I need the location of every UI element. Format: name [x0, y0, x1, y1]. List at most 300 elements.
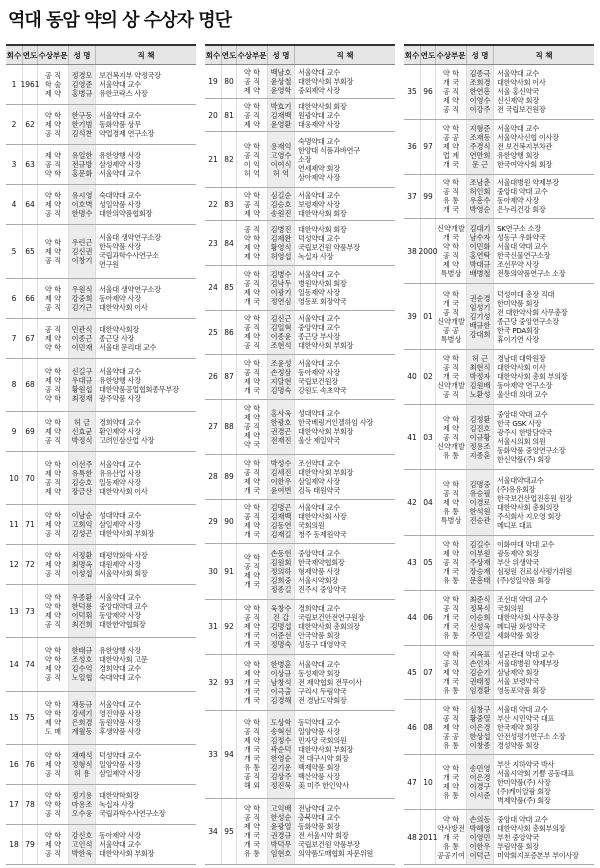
table-row	[205, 500, 395, 545]
name-cell-line: 우린근	[71, 237, 93, 247]
category-cell-line: 약 학	[442, 289, 460, 299]
table-header	[404, 46, 594, 65]
name-cell-line: 정의하	[270, 566, 292, 576]
category-cell-line: 공 직	[442, 659, 460, 669]
name-cell-line: 심창구	[469, 704, 491, 714]
name-cell-line: 조현석	[270, 341, 292, 351]
position-cell	[96, 359, 196, 411]
position-cell-line: 대한약사회 회장	[298, 225, 347, 235]
position-cell-line: 대한의약품협회장	[99, 209, 153, 219]
position-cell-line: 동아제약 사장	[99, 830, 141, 840]
category-cell-line: 약 학	[243, 358, 261, 368]
name-cell-line: 김기근	[71, 302, 93, 312]
position-cell-line: 병원약사회 회장	[298, 278, 347, 288]
category-cell-line: 약 학	[243, 659, 261, 669]
header-cell: 수상부문	[38, 46, 69, 64]
category-cell-line: 제 약	[243, 252, 261, 262]
position-cell	[494, 536, 594, 590]
position-cell-line: 동화약품 중앙연구소장	[497, 446, 566, 456]
position-cell-line: 조선무약 사장	[497, 260, 539, 270]
name-cell	[69, 319, 96, 358]
position-cell-line: 경희약대 교수	[298, 604, 340, 614]
table-row	[205, 355, 395, 400]
name-cell-line: 윤영학	[270, 85, 292, 95]
position-cell-line: 유한양행 회장	[497, 151, 539, 161]
year-cell: 66	[23, 279, 38, 318]
position-cell-line: 대한약사회 부회장	[99, 848, 155, 858]
category-cell	[436, 65, 467, 119]
position-cell	[96, 412, 196, 451]
category-cell-line: 신약개발	[437, 441, 465, 451]
category-cell-line: 공 직	[44, 160, 62, 170]
position-cell	[295, 188, 395, 221]
round-cell: 41	[404, 405, 421, 470]
position-cell-line: 대웅제약 사장	[298, 119, 340, 129]
name-cell-line: 지종훈	[469, 450, 491, 460]
name-cell-line: 김정수	[270, 736, 292, 746]
name-cell-line: 주상재	[469, 558, 491, 568]
position-cell-line: 서울대약대교수	[497, 475, 544, 485]
position-cell-line: 한국 PDA회장	[497, 325, 540, 335]
position-cell-line: 전 경남도약회장	[298, 695, 347, 705]
position-cell-line: 일동제약 사장	[99, 478, 141, 487]
position-cell-line: 숙대약대 교수	[99, 673, 141, 683]
name-cell	[268, 711, 295, 798]
name-cell-line: 홍문화	[71, 169, 93, 179]
category-cell-line: 제 약	[243, 243, 261, 253]
position-cell	[295, 600, 395, 654]
name-cell-line: 김명중	[469, 480, 491, 490]
position-cell-line: 서울약대 교수	[298, 269, 340, 279]
name-cell-line: 송민영	[469, 764, 491, 774]
name-cell-line: 정진묵	[270, 781, 292, 791]
year-cell: 68	[23, 359, 38, 411]
round-cell: 21	[205, 132, 222, 186]
position-cell	[295, 99, 395, 132]
category-cell-line: 공 직	[442, 307, 460, 317]
category-cell-line: 개 국	[442, 773, 460, 783]
name-cell-line: 우종환	[71, 593, 93, 603]
name-cell-line: 김희중	[270, 575, 292, 585]
name-cell-line: 김정환	[469, 414, 491, 424]
category-cell-line: 약 학	[44, 593, 62, 603]
name-cell-line: 전재진	[270, 435, 292, 445]
position-cell-line: 중외제약 사장	[298, 85, 340, 95]
category-cell-line: 공 직	[442, 187, 460, 197]
position-cell-line: 성대약대 교수	[99, 511, 141, 521]
category-cell-line: 약 학	[44, 551, 62, 561]
name-cell-line: 고익배	[270, 804, 292, 814]
name-cell-line: 김신근	[270, 314, 292, 324]
name-cell-line: 이창기	[71, 255, 93, 265]
round-cell: 35	[404, 65, 421, 119]
position-cell-line: 동아제약 연구소장	[497, 381, 553, 391]
name-cell-line: 이선주	[71, 460, 93, 469]
year-cell: 70	[23, 452, 38, 504]
name-cell-line: 허영섭	[270, 252, 292, 262]
position-cell-line: 서울대병원 약제부장	[497, 659, 559, 669]
position-cell-line: 경성약품 회장	[497, 740, 539, 750]
name-cell-line: 남수자	[469, 233, 491, 243]
name-cell-line: 허인회	[469, 187, 491, 197]
category-cell-line: 공 직	[44, 673, 62, 683]
category-cell-line: 개 국	[243, 485, 261, 495]
position-cell-line: 대한약사회장	[99, 324, 139, 334]
round-cell: 4	[6, 185, 23, 224]
name-cell	[467, 120, 494, 174]
name-cell-line: 마용조	[71, 799, 93, 809]
category-cell-line: 개 국	[442, 832, 460, 842]
position-cell-line: 한미약품(주) 사장	[497, 777, 551, 787]
table-column-3	[404, 44, 594, 866]
position-cell-line: 서울시의회 의원	[497, 437, 546, 447]
position-cell-line: 한국보건산업진흥원 원장	[497, 493, 573, 503]
name-cell-line: 한태규	[71, 646, 93, 656]
name-cell-line: 임현호	[270, 849, 292, 859]
position-cell	[494, 350, 594, 404]
name-cell-line: 정연심	[270, 296, 292, 306]
table-row	[404, 646, 594, 701]
category-cell-line: 공 직	[243, 562, 261, 572]
category-cell	[38, 359, 69, 411]
position-cell	[295, 65, 395, 98]
category-cell-line: 개 국	[243, 686, 261, 696]
category-cell-line: 공 직	[442, 432, 460, 442]
position-cell-line: 전 보건복지부차관	[497, 142, 553, 152]
category-cell-line: 약 학	[442, 595, 460, 605]
category-cell-line: 제 약	[44, 487, 62, 496]
position-cell	[494, 405, 594, 470]
position-cell-line: 부산 지하약국 박사	[497, 759, 555, 769]
category-cell-line: 제 약	[243, 413, 261, 423]
position-cell-line: 서울약대 교수	[497, 69, 539, 79]
position-cell	[295, 221, 395, 265]
name-cell	[69, 585, 96, 637]
name-cell-line: 윤여번	[270, 485, 292, 495]
category-cell-line: 개 국	[243, 677, 261, 687]
category-cell-line: 제 약	[243, 476, 261, 486]
position-cell-line: 세화약품 회장	[497, 631, 539, 641]
category-cell-line: 제 약	[44, 560, 62, 570]
name-cell	[69, 105, 96, 144]
table-row	[6, 745, 196, 785]
name-cell	[268, 400, 295, 454]
position-cell-line: 서울약대 교수	[99, 593, 141, 603]
category-cell	[237, 355, 268, 399]
table-row	[205, 799, 395, 865]
position-cell-line: 삼일제약 사장	[99, 520, 141, 530]
category-cell-line: 공 직	[442, 604, 460, 614]
name-cell-line: 김원배	[469, 381, 491, 391]
category-cell-line: 약 학	[243, 604, 261, 614]
position-cell-line: 국립보건원장	[298, 376, 338, 386]
round-cell: 25	[205, 311, 222, 355]
position-cell-line: 전 대구시약 회장	[298, 754, 349, 764]
name-cell-line: 곽순덕	[270, 745, 292, 755]
name-cell-line: 허 금	[73, 417, 91, 427]
round-cell: 16	[6, 745, 23, 784]
category-cell	[38, 145, 69, 184]
category-cell-line: 약 학	[44, 460, 62, 469]
table-row	[6, 225, 196, 278]
year-cell: 03	[421, 405, 436, 470]
category-cell-line: 특별상	[440, 334, 462, 344]
position-cell-line: 대한약사회 총회 부의장	[497, 372, 568, 382]
category-cell-line: 제 약	[44, 246, 62, 256]
header-cell: 회수	[6, 46, 23, 64]
year-cell: 2000	[421, 219, 436, 284]
category-cell-line: 공 직	[44, 129, 62, 139]
position-cell-line: 삼성제약 사장	[99, 160, 141, 170]
year-cell: 71	[23, 505, 38, 544]
position-cell-line: 서울약대 교수	[99, 366, 141, 376]
name-cell-line: 정경모	[71, 71, 93, 81]
position-cell-line: 국회의원	[298, 521, 325, 531]
category-cell-line: 제 약	[442, 423, 460, 433]
position-cell-line: 유한양행 사장	[99, 646, 141, 656]
table-row	[6, 638, 196, 691]
position-cell-line: 성동구 대영약국	[298, 640, 347, 650]
position-cell-line: 의약품도매협회 자문위원	[298, 849, 374, 859]
position-cell-line: 경남대 대학원장	[497, 354, 546, 364]
name-cell	[268, 188, 295, 221]
name-cell	[268, 655, 295, 709]
table-row	[6, 319, 196, 359]
name-cell	[69, 638, 96, 690]
year-cell: 78	[23, 785, 38, 824]
category-cell-line: 제 약	[243, 571, 261, 581]
category-cell	[38, 638, 69, 690]
category-cell-line: 공 직	[44, 255, 62, 265]
name-cell	[69, 359, 96, 411]
position-cell-line: 대한약사회 고문	[99, 655, 148, 665]
position-cell-line: 한미약품 회장	[497, 298, 539, 308]
year-cell: 08	[421, 700, 436, 754]
name-cell-line: 강세기	[71, 708, 93, 718]
category-cell-line: 약 학	[243, 101, 261, 111]
category-cell-line: 공 직	[442, 363, 460, 373]
name-cell-line: 강중희	[71, 293, 93, 303]
year-cell: 65	[23, 225, 38, 277]
year-cell: 94	[222, 711, 237, 798]
year-cell: 85	[222, 266, 237, 310]
name-cell-line: 허 용	[73, 768, 91, 778]
position-cell	[494, 175, 594, 218]
position-cell-line: 울산 제일약국	[298, 435, 340, 445]
category-cell	[436, 470, 467, 535]
position-cell-line: 서울약사회 회장	[99, 569, 148, 579]
name-cell-line: 박정자	[469, 372, 491, 382]
year-cell: 72	[23, 545, 38, 584]
position-cell	[295, 799, 395, 864]
name-cell	[69, 185, 96, 224]
category-cell-line: 공 직	[442, 489, 460, 499]
category-cell	[38, 65, 69, 104]
name-cell	[467, 65, 494, 119]
category-cell-line: 공 공	[442, 325, 460, 335]
round-cell: 40	[404, 350, 421, 404]
round-cell: 22	[205, 188, 222, 221]
table-row	[404, 284, 594, 350]
position-cell	[96, 825, 196, 864]
position-cell-line: 주식회사 지오영 회장	[497, 511, 561, 521]
category-cell	[237, 266, 268, 310]
name-cell-line: 권경곤	[270, 426, 292, 436]
year-cell: 86	[222, 311, 237, 355]
year-cell: 92	[222, 600, 237, 654]
category-cell-line: 제 약	[44, 200, 62, 210]
category-cell-line: 약 학	[442, 650, 460, 660]
name-cell-line: 고인석	[71, 839, 93, 849]
category-cell-line: 유 통	[442, 507, 460, 517]
position-cell-line: 전남약대 교수	[298, 804, 340, 814]
position-cell-line: 한국여약사회 회장	[497, 160, 553, 170]
category-cell-line: 제 약	[243, 208, 261, 218]
position-cell	[96, 545, 196, 584]
category-cell-line: 개 국	[442, 205, 460, 215]
name-cell-line: 허 억	[272, 168, 290, 178]
name-cell-line: 용재익	[270, 141, 292, 151]
table-row	[404, 65, 594, 120]
category-cell-line: 제 약	[243, 287, 261, 297]
category-cell-line: 제 약	[442, 668, 460, 678]
category-cell	[237, 132, 268, 186]
name-cell-line: 한광호	[270, 417, 292, 427]
category-cell-line: 공 직	[442, 713, 460, 723]
round-cell: 31	[205, 600, 222, 654]
name-cell	[268, 266, 295, 310]
name-cell-line: 최정재	[71, 393, 93, 403]
category-cell-line: 개 국	[243, 840, 261, 850]
name-cell-line: 조윤성	[270, 358, 292, 368]
position-cell-line: 대한약사회 사장	[298, 512, 347, 522]
table-row	[205, 99, 395, 133]
table-row	[205, 455, 395, 500]
name-cell-line: 박한욱	[71, 848, 93, 858]
position-cell-line: 서울약대 교수	[298, 358, 340, 368]
name-cell-line: 이극출	[270, 686, 292, 696]
name-cell-line: 심길순	[270, 190, 292, 200]
position-cell	[96, 505, 196, 544]
position-cell-line: 종근당 사장	[99, 333, 135, 343]
name-cell-line: 김승호	[71, 478, 93, 487]
category-cell-line: 제 약	[44, 333, 62, 343]
round-cell: 5	[6, 225, 23, 277]
name-cell-line: 김상주	[270, 772, 292, 782]
name-cell-line: 신효균	[71, 426, 93, 436]
name-cell-line: 이덕근	[469, 850, 491, 860]
name-cell-line: 유시영	[71, 191, 93, 201]
category-cell-line: 약 학	[243, 804, 261, 814]
position-cell-line: 국회의원	[497, 604, 524, 614]
category-cell-line: 약 학	[243, 458, 261, 468]
position-cell-line: 원광약대 교수	[298, 110, 340, 120]
category-cell-line: 제 약	[44, 293, 62, 303]
category-cell-line: 제 약	[243, 668, 261, 678]
category-cell-line: 약 학	[44, 602, 62, 612]
category-cell-line: 약 학	[243, 314, 261, 324]
name-cell-line: 이창종	[469, 740, 491, 750]
category-cell-line: 약 학	[44, 284, 62, 294]
category-cell-line: 공 직	[243, 278, 261, 288]
table-header	[205, 46, 395, 65]
category-cell-line: 제 약	[243, 119, 261, 129]
year-cell: 62	[23, 105, 38, 144]
name-cell-line: 손정삼	[270, 367, 292, 377]
category-cell-line: 공 직	[243, 341, 261, 351]
category-cell-line: 약 학	[243, 67, 261, 77]
position-cell-line: 한국신물연구소장	[497, 251, 551, 261]
name-cell-line: 조성호	[71, 655, 93, 665]
round-cell: 47	[404, 755, 421, 809]
category-cell-line: 약 학	[442, 704, 460, 714]
header-cell: 성 명	[268, 46, 295, 64]
position-cell-line: 동화약품 회장	[298, 822, 340, 832]
table-row	[205, 544, 395, 599]
name-cell	[467, 470, 494, 535]
round-cell: 2	[6, 105, 23, 144]
position-cell-line: 서울약대 교수	[99, 839, 141, 849]
position-cell-line: 한국 GSK 사장	[497, 419, 542, 429]
position-cell-line: 국립과학수사연구소	[99, 251, 159, 261]
category-cell-line: 공 직	[44, 529, 62, 539]
name-cell	[467, 810, 494, 864]
position-cell-line: 중앙대 약대 교수	[497, 187, 548, 197]
year-cell: 81	[222, 99, 237, 132]
position-cell-line: 대한약사회 총회의장	[298, 622, 360, 632]
position-cell-line: 이화여대 약대 교수	[497, 540, 555, 550]
category-cell-line: 개 국	[243, 754, 261, 764]
position-cell	[96, 745, 196, 784]
category-cell	[237, 711, 268, 798]
category-cell-line: 약 학	[442, 814, 460, 824]
position-cell-line: 부산 위생약국	[497, 558, 539, 568]
name-cell	[268, 132, 295, 186]
year-cell: 80	[222, 65, 237, 98]
name-cell-line: 황원섭	[71, 384, 93, 394]
position-cell-line: 진주시 중앙약국	[298, 584, 347, 594]
name-cell-line: 김병진	[270, 225, 292, 235]
position-cell	[494, 700, 594, 754]
name-cell	[69, 692, 96, 744]
category-cell-line: 제 약	[44, 520, 62, 530]
name-cell-line: 홍연탁	[469, 251, 491, 261]
name-cell-line: 김길수	[469, 540, 491, 550]
name-cell-line: 채예석	[71, 750, 93, 760]
round-cell: 8	[6, 359, 23, 411]
category-cell-line: 공 직	[243, 225, 261, 235]
position-cell	[96, 319, 196, 358]
name-cell-line: 손동헌	[270, 548, 292, 558]
round-cell: 11	[6, 505, 23, 544]
category-cell-line: 특별상	[440, 269, 462, 279]
name-cell-line: 이강주	[469, 105, 491, 115]
category-cell-line: 유 통	[442, 196, 460, 206]
name-cell-line: 강신호	[71, 830, 93, 840]
category-cell-line: 약 학	[442, 69, 460, 79]
year-cell: 83	[222, 188, 237, 221]
category-cell-line: 개 국	[243, 745, 261, 755]
name-cell-line: 김기운	[270, 763, 292, 773]
name-cell-line: 이규황	[469, 432, 491, 442]
table-row	[404, 755, 594, 810]
name-cell-line: 김기성	[469, 312, 491, 322]
category-cell-line: 공 직	[442, 87, 460, 97]
position-cell-line: 연세제약 회장	[298, 164, 340, 174]
name-cell-line: 임성기	[469, 303, 491, 313]
position-cell-line: 삼일제약 사장	[99, 768, 141, 778]
name-cell-line: 이부원	[469, 549, 491, 559]
